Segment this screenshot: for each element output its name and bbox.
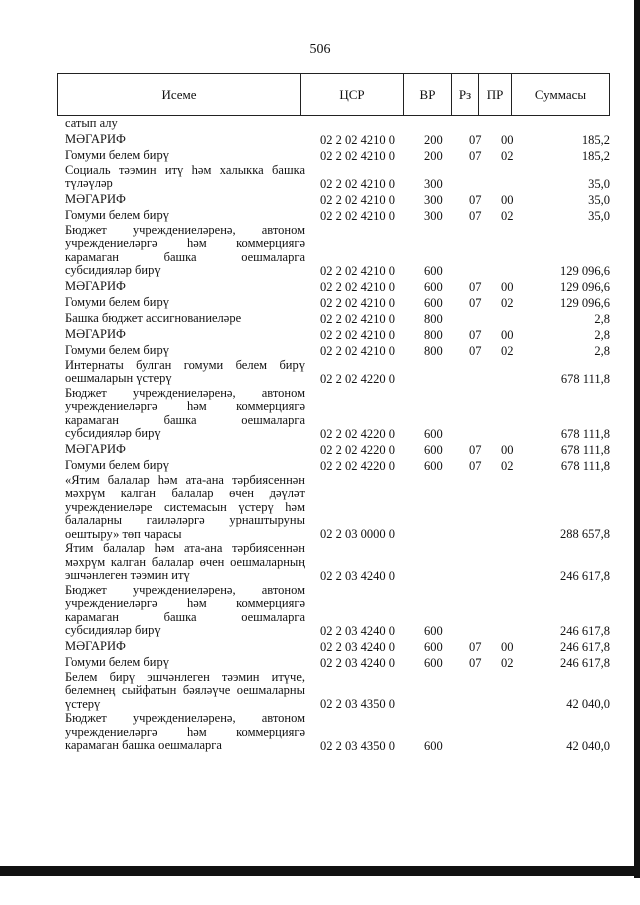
row-name-line: мәхрүм калган балалар өчен дәүләт (65, 486, 305, 500)
row-name (65, 656, 305, 671)
row-name-line: Бюджет учреждениеләренә, автоном (65, 711, 305, 725)
row-pr: 02 (501, 295, 514, 310)
row-sum: 35,0 (588, 208, 610, 223)
row-csr: 02 2 02 4210 0 (320, 311, 395, 326)
row-name (65, 640, 305, 655)
row-pr: 02 (501, 458, 514, 473)
row-sum: 678 111,8 (560, 371, 610, 386)
row-pr: 02 (501, 148, 514, 163)
table-row (65, 584, 610, 639)
header-vr: ВР (404, 74, 452, 116)
row-name-line: учреждениеләре системасын үстерү һәм (65, 499, 305, 514)
row-pr: 02 (501, 343, 514, 358)
row-name-line: Интернаты булган гомуми белем бирү (65, 357, 305, 372)
row-sum: 129 096,6 (560, 295, 610, 310)
row-vr: 800 (424, 327, 443, 342)
row-name (65, 474, 305, 543)
row-csr: 02 2 02 4210 0 (320, 148, 395, 163)
row-csr: 02 2 02 4210 0 (320, 263, 395, 278)
row-sum: 678 111,8 (560, 458, 610, 473)
row-vr: 200 (424, 132, 443, 147)
row-name-line: Гомуми белем бирү (65, 343, 169, 357)
row-name-line: белемнең сыйфатын бәяләүче оешмаларны (65, 683, 305, 697)
row-name-line: Гомуми белем бирү (65, 208, 169, 222)
table-row (65, 164, 610, 192)
table-row (65, 359, 610, 387)
row-csr: 02 2 03 4240 0 (320, 639, 395, 654)
row-csr: 02 2 02 4210 0 (320, 279, 395, 294)
row-csr: 02 2 02 4210 0 (320, 295, 395, 310)
row-sum: 678 111,8 (560, 442, 610, 457)
table-row (65, 712, 610, 754)
row-sum: 35,0 (588, 192, 610, 207)
row-name-line: МӘГАРИФ (65, 442, 126, 456)
row-name (65, 149, 305, 164)
row-csr: 02 2 03 4350 0 (320, 738, 395, 753)
row-name-line: карамаган башка оешмаларга (65, 609, 305, 624)
row-name-line: Бюджет учреждениеләренә, автоном (65, 582, 305, 597)
row-vr: 600 (424, 458, 443, 473)
row-name (65, 224, 305, 279)
header-rz: Рз (452, 74, 479, 116)
row-vr: 600 (424, 639, 443, 654)
row-name (65, 209, 305, 224)
row-name-line: МӘГАРИФ (65, 132, 126, 146)
row-csr: 02 2 02 4210 0 (320, 327, 395, 342)
row-rz: 07 (469, 442, 482, 457)
table-row (65, 192, 610, 208)
row-rz: 07 (469, 343, 482, 358)
row-name-line: үстерү (65, 696, 101, 711)
row-csr: 02 2 03 4350 0 (320, 697, 395, 711)
row-name-line: балаларны гаиләләргә урнаштыруны (65, 513, 305, 527)
table-row (65, 224, 610, 279)
table-row (65, 117, 610, 132)
row-name-line: МӘГАРИФ (65, 327, 126, 341)
row-name-line: Белем бирү эшчәнлеген тәэмин итүче, (65, 669, 305, 684)
row-csr: 02 2 02 4220 0 (320, 426, 395, 441)
row-name-line: субсидияләр бирү (65, 426, 161, 440)
row-csr: 02 2 03 4240 0 (320, 623, 395, 638)
row-name-line: сатып алу (65, 116, 118, 130)
table-row (65, 442, 610, 458)
header-sum: Суммасы (512, 74, 610, 116)
row-csr: 02 2 03 0000 0 (320, 527, 395, 541)
row-sum: 42 040,0 (566, 738, 610, 753)
table-row (65, 655, 610, 671)
row-pr: 00 (501, 639, 514, 654)
scan-border-bottom (0, 866, 640, 876)
table-row (65, 387, 610, 442)
row-name (65, 712, 305, 754)
row-name-line: субсидияләр бирү (65, 623, 161, 637)
row-name (65, 117, 305, 132)
row-rz: 07 (469, 192, 482, 207)
row-name (65, 193, 305, 208)
table-row (65, 671, 610, 713)
row-vr: 600 (424, 426, 443, 441)
row-name-line: Гомуми белем бирү (65, 295, 169, 309)
scan-border-right (634, 0, 640, 878)
row-vr: 600 (424, 623, 443, 638)
row-name-line: Бюджет учреждениеләренә, автоном (65, 385, 305, 400)
row-name-line: карамаган башка оешмаларга (65, 412, 305, 427)
row-name-line: учреждениеләргә һәм коммерциягә (65, 724, 305, 739)
row-name-line: түләүләр (65, 176, 113, 190)
row-name (65, 296, 305, 311)
row-name (65, 328, 305, 343)
table-row (65, 295, 610, 311)
row-pr: 00 (501, 442, 514, 457)
table-header (57, 73, 610, 116)
row-name-line: учреждениеләргә һәм коммерциягә (65, 399, 305, 413)
row-name (65, 542, 305, 584)
row-sum: 185,2 (581, 132, 610, 147)
row-csr: 02 2 03 4240 0 (320, 655, 395, 670)
row-csr: 02 2 02 4210 0 (320, 132, 395, 147)
row-name (65, 164, 305, 192)
row-rz: 07 (469, 655, 482, 670)
row-name (65, 443, 305, 458)
row-name (65, 133, 305, 148)
row-sum: 2,8 (594, 343, 610, 358)
row-pr: 00 (501, 327, 514, 342)
row-name-line: Гомуми белем бирү (65, 458, 169, 472)
row-vr: 300 (424, 176, 443, 191)
row-name-line: субсидияләр бирү (65, 263, 161, 277)
row-rz: 07 (469, 327, 482, 342)
row-name-line: оештыру» төп чарасы (65, 526, 182, 541)
row-csr: 02 2 02 4210 0 (320, 208, 395, 223)
row-name (65, 344, 305, 359)
header-pr: ПР (479, 74, 512, 116)
row-name (65, 584, 305, 639)
header-csr: ЦСР (301, 74, 404, 116)
row-name-line: мәхрүм калган балалар өчен оешмаларның (65, 554, 305, 569)
row-name-line: эшчәнлеген тәэмин итү (65, 568, 190, 582)
row-sum: 246 617,8 (560, 639, 610, 654)
row-name (65, 387, 305, 442)
row-sum: 2,8 (594, 327, 610, 342)
row-rz: 07 (469, 295, 482, 310)
header-name: Исеме (58, 74, 301, 116)
row-pr: 02 (501, 655, 514, 670)
row-pr: 02 (501, 208, 514, 223)
row-name-line: карамаган башка оешмаларга (65, 249, 305, 264)
row-name-line: оешмаларын үстерү (65, 371, 172, 385)
table-row (65, 343, 610, 359)
row-name (65, 280, 305, 295)
table-row (65, 279, 610, 295)
row-rz: 07 (469, 639, 482, 654)
row-sum: 246 617,8 (560, 655, 610, 670)
row-sum: 678 111,8 (560, 426, 610, 441)
row-pr: 00 (501, 279, 514, 294)
row-pr: 00 (501, 132, 514, 147)
table-row (65, 474, 610, 543)
row-name (65, 459, 305, 474)
table-row (65, 542, 610, 584)
row-name-line: Ятим балалар һәм ата-ана тәрбиясеннән (65, 541, 305, 555)
budget-table-body (65, 117, 610, 754)
row-name-line: Гомуми белем бирү (65, 655, 169, 669)
page-number: 506 (309, 42, 331, 57)
row-rz: 07 (469, 279, 482, 294)
table-row (65, 327, 610, 343)
row-name (65, 671, 305, 713)
row-sum: 185,2 (581, 148, 610, 163)
row-name-line: «Ятим балалар һәм ата-ана тәрбиясеннән (65, 472, 305, 487)
row-csr: 02 2 02 4210 0 (320, 176, 395, 191)
row-csr: 02 2 02 4210 0 (320, 192, 395, 207)
row-sum: 129 096,6 (560, 263, 610, 278)
row-vr: 300 (424, 192, 443, 207)
row-sum: 129 096,6 (560, 279, 610, 294)
row-vr: 600 (424, 295, 443, 310)
row-csr: 02 2 03 4240 0 (320, 568, 395, 583)
row-name-line: Башка бюджет ассигнованиеләре (65, 311, 242, 325)
row-vr: 800 (424, 343, 443, 358)
row-vr: 300 (424, 208, 443, 223)
row-csr: 02 2 02 4210 0 (320, 343, 395, 358)
row-vr: 600 (424, 738, 443, 753)
row-name-line: МӘГАРИФ (65, 639, 126, 653)
table-row (65, 132, 610, 148)
row-sum: 35,0 (588, 176, 610, 191)
row-name (65, 359, 305, 387)
row-rz: 07 (469, 458, 482, 473)
row-sum: 246 617,8 (560, 568, 610, 583)
table-row (65, 208, 610, 224)
row-vr: 600 (424, 442, 443, 457)
row-name-line: Социаль тәэмин итү һәм халыкка башка (65, 162, 305, 177)
row-csr: 02 2 02 4220 0 (320, 371, 395, 386)
row-name-line: МӘГАРИФ (65, 279, 126, 293)
row-vr: 200 (424, 148, 443, 163)
row-csr: 02 2 02 4220 0 (320, 442, 395, 457)
row-name-line: учреждениеләргә һәм коммерциягә (65, 596, 305, 610)
row-sum: 42 040,0 (566, 697, 610, 711)
row-csr: 02 2 02 4220 0 (320, 458, 395, 473)
table-row (65, 639, 610, 655)
row-vr: 600 (424, 263, 443, 278)
table-row (65, 311, 610, 327)
row-name-line: Бюджет учреждениеләренә, автоном (65, 222, 305, 237)
row-name-line: Гомуми белем бирү (65, 148, 169, 162)
row-vr: 800 (424, 311, 443, 326)
row-vr: 600 (424, 279, 443, 294)
row-name-line: МӘГАРИФ (65, 192, 126, 206)
row-sum: 246 617,8 (560, 623, 610, 638)
table-row (65, 148, 610, 164)
row-vr: 600 (424, 655, 443, 670)
row-rz: 07 (469, 132, 482, 147)
row-name-line: учреждениеләргә һәм коммерциягә (65, 236, 305, 250)
row-name (65, 312, 305, 327)
row-rz: 07 (469, 208, 482, 223)
row-sum: 2,8 (594, 311, 610, 326)
row-sum: 288 657,8 (560, 527, 610, 541)
row-pr: 00 (501, 192, 514, 207)
row-rz: 07 (469, 148, 482, 163)
row-name-line: карамаган башка оешмаларга (65, 738, 222, 752)
table-row (65, 458, 610, 474)
